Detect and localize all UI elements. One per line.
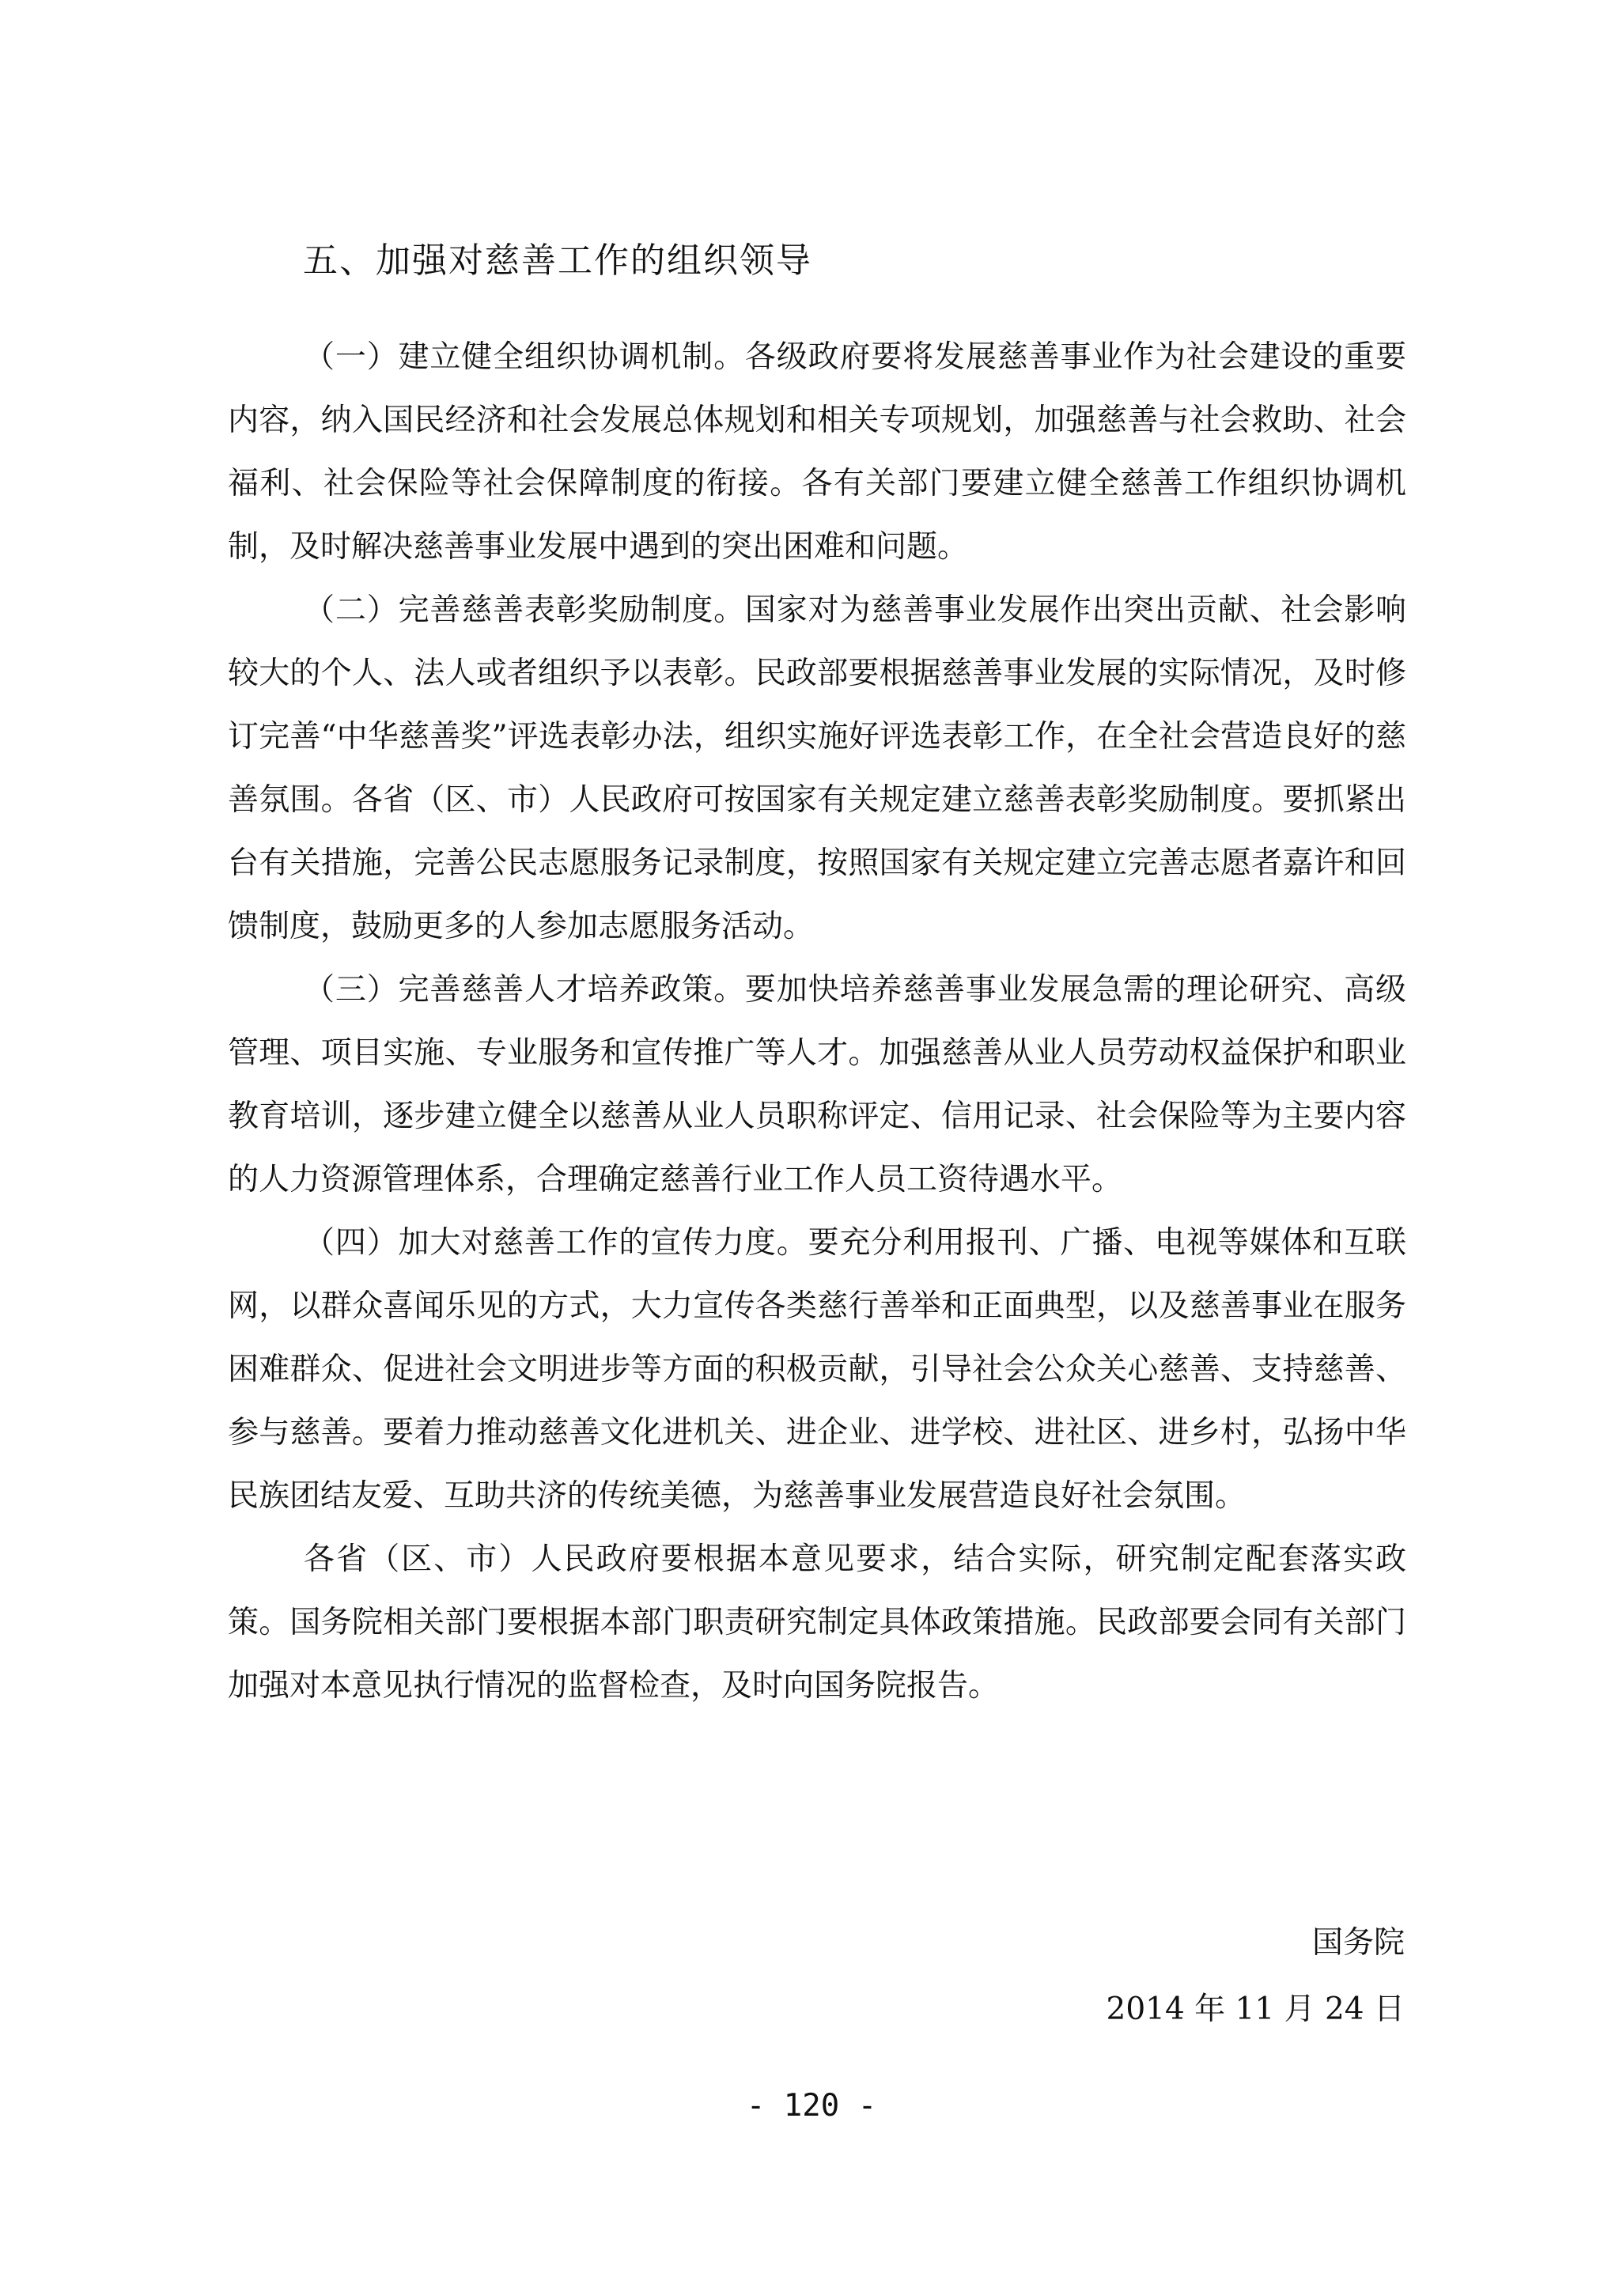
- paragraph-publicity: （四）加大对慈善工作的宣传力度。要充分利用报刊、广播、电视等媒体和互联网，以群众喜闻乐见的方式，大力宣传各类慈行善举和正面典型，以及慈善事业在服务困难群众、促进社会文明进步等方面的积极贡献，引导社会公众关心慈善、支持慈善、参与慈善。要着力推动慈善文化进机关、进企业、进学校、进社区、进乡村，弘扬中华民族团结友爱、互助共济的传统美德，为慈善事业发展营造良好社会氛围。: [228, 1225, 1406, 1514]
- page-number: - 120 -: [746, 2088, 877, 2124]
- paragraph-implementation: 各省（区、市）人民政府要根据本意见要求，结合实际，研究制定配套落实政策。国务院相关部门要根据本部门职责研究制定具体政策措施。民政部要会同有关部门加强对本意见执行情况的监督检查，及时向国务院报告。: [228, 1541, 1406, 1704]
- paragraph-organization-mechanism: （一）建立健全组织协调机制。各级政府要将发展慈善事业作为社会建设的重要内容，纳入国民经济和社会发展总体规划和相关专项规划，加强慈善与社会救助、社会福利、社会保险等社会保障制度的衔接。各有关部门要建立健全慈善工作组织协调机制，及时解决慈善事业发展中遇到的突出困难和问题。: [228, 339, 1406, 565]
- issue-date: 2014 年 11 月 24 日: [1106, 1992, 1405, 2027]
- paragraph-talent-policy: （三）完善慈善人才培养政策。要加快培养慈善事业发展急需的理论研究、高级管理、项目实施、专业服务和宣传推广等人才。加强慈善从业人员劳动权益保护和职业教育培训，逐步建立健全以慈善从业人员职称评定、信用记录、社会保险等为主要内容的人力资源管理体系，合理确定慈善行业工作人员工资待遇水平。: [228, 972, 1406, 1197]
- document-body: [228, 326, 1406, 1718]
- paragraph-commendation-system: （二）完善慈善表彰奖励制度。国家对为慈善事业发展作出突出贡献、社会影响较大的个人、法人或者组织予以表彰。民政部要根据慈善事业发展的实际情况，及时修订完善“中华慈善奖”评选表彰办法，组织实施好评选表彰工作，在全社会营造良好的慈善氛围。各省（区、市）人民政府可按国家有关规定建立慈善表彰奖励制度。要抓紧出台有关措施，完善公民志愿服务记录制度，按照国家有关规定建立完善志愿者嘉许和回馈制度，鼓励更多的人参加志愿服务活动。: [228, 592, 1406, 944]
- issuer: 国务院: [1311, 1925, 1405, 1961]
- signature-block: [1107, 1910, 1405, 2043]
- section-heading: 五、加强对慈善工作的组织领导: [303, 240, 812, 281]
